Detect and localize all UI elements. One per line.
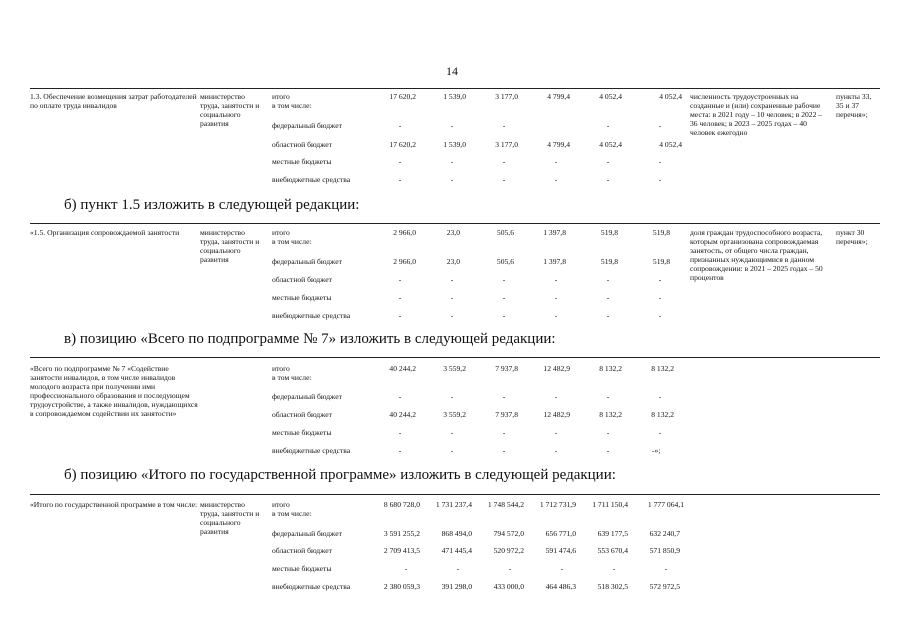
cell: - xyxy=(398,428,402,437)
cell: 505,6 xyxy=(496,257,514,266)
cell: - xyxy=(398,121,402,130)
cell: - xyxy=(502,293,506,302)
cell: 2 380 059,3 xyxy=(383,582,420,591)
source-federal: федеральный бюджет xyxy=(272,529,342,538)
cell: - xyxy=(450,446,454,455)
cell: 1 397,8 xyxy=(543,257,566,266)
cell: - xyxy=(450,157,454,166)
cell: - xyxy=(502,311,506,320)
cell: - xyxy=(658,311,662,320)
cell: 12 482,9 xyxy=(543,364,570,373)
cell: - xyxy=(560,564,564,573)
cell: 4 052,4 xyxy=(599,140,622,149)
cell: - xyxy=(606,311,610,320)
closing-quote: -»; xyxy=(652,446,661,455)
table-rule xyxy=(30,223,880,224)
executor: министерство труда, занятости и социального развития xyxy=(200,500,260,536)
cell: - xyxy=(502,392,506,401)
cell: - xyxy=(554,275,558,284)
cell: 591 474,6 xyxy=(545,546,576,555)
cell: 868 494,0 xyxy=(441,529,472,538)
source-regional: областной бюджет xyxy=(272,546,332,555)
cell: 639 177,5 xyxy=(597,529,628,538)
cell: - xyxy=(450,175,454,184)
cell: 40 244,2 xyxy=(389,364,416,373)
source-extrabudget: внебюджетные средства xyxy=(272,446,351,455)
cell: - xyxy=(554,392,558,401)
cell: 519,8 xyxy=(652,257,670,266)
cell: 1 712 731,9 xyxy=(539,500,576,509)
cell: 12 482,9 xyxy=(543,410,570,419)
cell: 3 591 255,2 xyxy=(383,529,420,538)
executor: министерство труда, занятости и социального развития xyxy=(200,92,260,128)
cell: - xyxy=(456,564,460,573)
cell: - xyxy=(606,275,610,284)
cell: 519,8 xyxy=(600,257,618,266)
cell: - xyxy=(450,293,454,302)
cell: - xyxy=(554,311,558,320)
cell: 17 620,2 xyxy=(389,92,416,101)
cell: 8 132,2 xyxy=(599,364,622,373)
reference: пункты 33, 35 и 37 перечня»; xyxy=(836,92,872,119)
cell: - xyxy=(664,564,668,573)
cell: - xyxy=(606,157,610,166)
cell: - xyxy=(606,175,610,184)
cell: - xyxy=(502,428,506,437)
cell: - xyxy=(554,175,558,184)
cell: - xyxy=(398,392,402,401)
cell: - xyxy=(398,275,402,284)
source-regional: областной бюджет xyxy=(272,140,332,149)
indicator: доля граждан трудоспособного возраста, которым организована сопровождаемая занятость, от общего числа граждан, признанных нуждающимися в данном сопровождении: в 2021 – 2025 годах – 50 процентов xyxy=(690,228,823,282)
cell: 8 132,2 xyxy=(651,410,674,419)
reference: пункт 30 перечня»; xyxy=(836,228,868,246)
cell: 2 709 413,5 xyxy=(383,546,420,555)
cell: 471 445,4 xyxy=(441,546,472,555)
cell: - xyxy=(658,121,662,130)
cell: - xyxy=(606,392,610,401)
cell: - xyxy=(398,175,402,184)
source-incl: в том числе: xyxy=(272,237,312,246)
cell: - xyxy=(606,293,610,302)
table-rule xyxy=(30,494,880,495)
cell: 4 052,4 xyxy=(659,92,682,101)
heading-v: в) позицию «Всего по подпрограмме № 7» изложить в следующей редакции: xyxy=(64,331,556,347)
cell: 433 000,0 xyxy=(493,582,524,591)
cell: - xyxy=(398,157,402,166)
cell: 4 052,4 xyxy=(659,140,682,149)
cell: - xyxy=(502,275,506,284)
source-total: итого xyxy=(272,92,290,101)
cell: - xyxy=(404,564,408,573)
table-rule xyxy=(30,357,880,358)
cell: 391 298,0 xyxy=(441,582,472,591)
cell: - xyxy=(502,121,506,130)
source-incl: в том числе: xyxy=(272,509,312,518)
cell: - xyxy=(606,428,610,437)
cell: 4 799,4 xyxy=(547,92,570,101)
cell: 3 177,0 xyxy=(495,92,518,101)
cell: - xyxy=(554,446,558,455)
source-incl: в том числе: xyxy=(272,373,312,382)
cell: - xyxy=(398,311,402,320)
cell: - xyxy=(554,293,558,302)
cell: 17 620,2 xyxy=(389,140,416,149)
cell: 3 559,2 xyxy=(443,364,466,373)
cell: 23,0 xyxy=(446,228,460,237)
cell: 505,6 xyxy=(496,228,514,237)
source-extrabudget: внебюджетные средства xyxy=(272,175,351,184)
cell: 1 777 064,1 xyxy=(647,500,684,509)
cell: 519,8 xyxy=(652,228,670,237)
cell: 7 937,8 xyxy=(495,410,518,419)
source-federal: федеральный бюджет xyxy=(272,392,342,401)
cell: - xyxy=(606,121,610,130)
cell: 7 937,8 xyxy=(495,364,518,373)
source-extrabudget: внебюджетные средства xyxy=(272,311,351,320)
cell: 1 539,0 xyxy=(443,92,466,101)
heading-b: б) пункт 1.5 изложить в следующей редакции: xyxy=(64,197,360,213)
cell: 8 132,2 xyxy=(599,410,622,419)
source-regional: областной бюджет xyxy=(272,410,332,419)
cell: 520 972,2 xyxy=(493,546,524,555)
cell: 794 572,0 xyxy=(493,529,524,538)
cell: - xyxy=(658,275,662,284)
cell: 40 244,2 xyxy=(389,410,416,419)
cell: - xyxy=(450,275,454,284)
subprogram-name: «Всего по подпрограмме № 7 «Содействие занятости инвалидов, в том числе инвалидов молодого возраста при получении ими профессионального образования и последующем трудоустройстве, а также инвалидов, нуждающихся в сопровождаемом содействии их занятости» xyxy=(30,364,198,418)
source-total: итого xyxy=(272,364,290,373)
source-incl: в том числе: xyxy=(272,101,312,110)
cell: - xyxy=(502,446,506,455)
cell: 518 302,5 xyxy=(597,582,628,591)
cell: 632 240,7 xyxy=(649,529,680,538)
cell: - xyxy=(658,157,662,166)
cell: - xyxy=(606,446,610,455)
cell: - xyxy=(398,446,402,455)
cell: - xyxy=(508,564,512,573)
cell: 3 177,0 xyxy=(495,140,518,149)
cell: 2 966,0 xyxy=(393,228,416,237)
cell: - xyxy=(658,293,662,302)
cell: 3 559,2 xyxy=(443,410,466,419)
source-federal: федеральный бюджет xyxy=(272,257,342,266)
cell: 1 539,0 xyxy=(443,140,466,149)
source-federal: федеральный бюджет xyxy=(272,121,342,130)
cell: - xyxy=(502,175,506,184)
program-name: «Итого по государственной программе в том числе: xyxy=(30,500,198,509)
cell: - xyxy=(658,428,662,437)
cell: - xyxy=(450,428,454,437)
measure-name: 1.3. Обеспечение возмещения затрат работодателей по оплате труда инвалидов xyxy=(30,92,197,110)
cell: 8 680 728,0 xyxy=(383,500,420,509)
source-local: местные бюджеты xyxy=(272,564,332,573)
cell: - xyxy=(398,293,402,302)
cell: 4 052,4 xyxy=(599,92,622,101)
cell: - xyxy=(554,428,558,437)
cell: - xyxy=(450,392,454,401)
cell: 519,8 xyxy=(600,228,618,237)
cell: 2 966,0 xyxy=(393,257,416,266)
table-rule xyxy=(30,88,880,89)
cell: - xyxy=(450,121,454,130)
cell: - xyxy=(612,564,616,573)
cell: 1 711 150,4 xyxy=(592,500,628,509)
cell: - xyxy=(658,392,662,401)
source-total: итого xyxy=(272,500,290,509)
source-local: местные бюджеты xyxy=(272,157,332,166)
cell: - xyxy=(658,175,662,184)
cell: - xyxy=(554,157,558,166)
cell: 8 132,2 xyxy=(651,364,674,373)
source-regional: областной бюджет xyxy=(272,275,332,284)
cell: 23,0 xyxy=(446,257,460,266)
cell: 1 731 237,4 xyxy=(435,500,472,509)
heading-g: б) позицию «Итого по государственной программе» изложить в следующей редакции: xyxy=(64,467,616,483)
source-total: итого xyxy=(272,228,290,237)
source-local: местные бюджеты xyxy=(272,428,332,437)
source-local: местные бюджеты xyxy=(272,293,332,302)
cell: - xyxy=(450,311,454,320)
cell: 571 850,9 xyxy=(649,546,680,555)
page-number: 14 xyxy=(446,64,458,78)
cell: 1 397,8 xyxy=(543,228,566,237)
source-extrabudget: внебюджетные средства xyxy=(272,582,351,591)
cell: - xyxy=(502,157,506,166)
cell: 4 799,4 xyxy=(547,140,570,149)
cell: 464 486,3 xyxy=(545,582,576,591)
measure-name: «1.5. Организация сопровождаемой занятости xyxy=(30,228,180,237)
indicator: численность трудоустроенных на созданные и (или) сохраненные рабочие места: в 2021 году – 10 человек; в 2022 – 36 человек; в 2023 – 2025 годах – 40 человек ежегодно xyxy=(690,92,823,137)
executor: министерство труда, занятости и социального развития xyxy=(200,228,260,264)
cell: 1 748 544,2 xyxy=(487,500,524,509)
cell: 553 670,4 xyxy=(597,546,628,555)
cell: 572 972,5 xyxy=(649,582,680,591)
cell: 656 771,0 xyxy=(545,529,576,538)
